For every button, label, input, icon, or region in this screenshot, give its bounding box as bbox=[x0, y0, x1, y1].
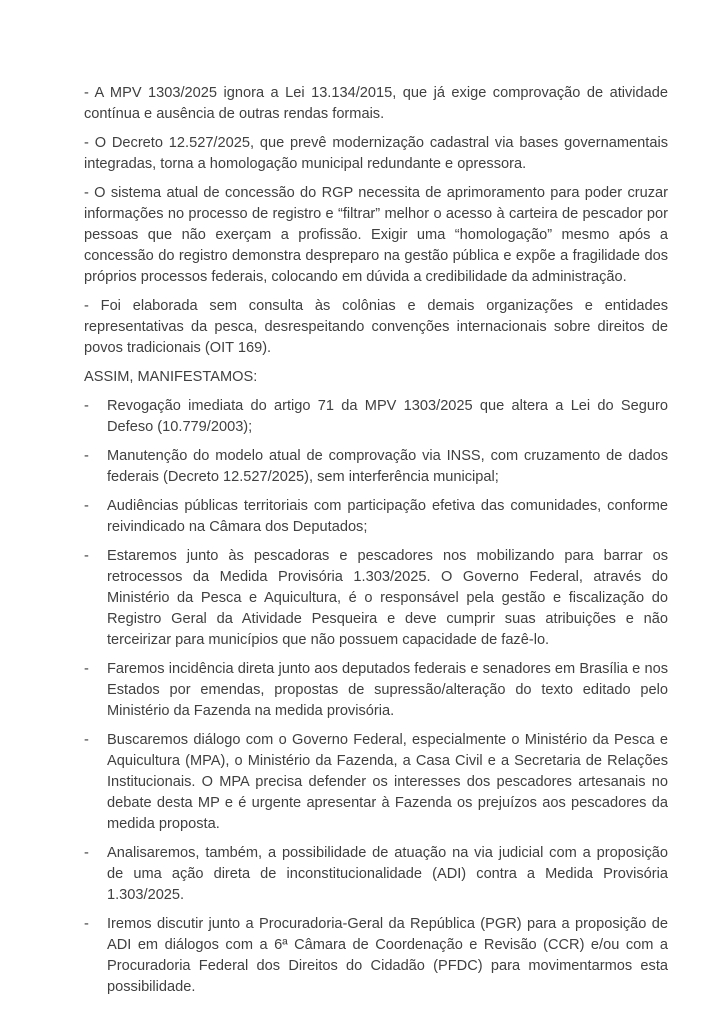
list-item-text: Estaremos junto às pescadoras e pescadores nos mobilizando para barrar os retrocessos da Medida Provisória 1.303/2025. O Governo Federal, através do Ministério da Pesca e Aquicultura, é o responsável pela gestão e fiscalização do Registro Geral da Atividade Pesqueira e deve cumprir suas atribuições e não terceirizar para municípios que não possuem capacidade de fazê-lo. bbox=[107, 548, 668, 648]
list-item-marker: - bbox=[84, 448, 89, 464]
list-item-marker: - bbox=[84, 661, 89, 677]
intro-paragraph: - O Decreto 12.527/2025, que prevê modernização cadastral via bases governamentais integradas, torna a homologação municipal redundante e opressora. bbox=[84, 135, 668, 172]
list-item-marker: - bbox=[84, 732, 89, 748]
list-item-text: Analisaremos, também, a possibilidade de atuação na via judicial com a proposição de uma ação direta de inconstitucionalidade (ADI) contra a Medida Provisória 1.303/2025. bbox=[107, 845, 668, 903]
list-item bbox=[84, 396, 668, 438]
intro-paragraph: - O sistema atual de concessão do RGP necessita de aprimoramento para poder cruzar informações no processo de registro e “filtrar” melhor o acesso à carteira de pescador por pessoas que não exerçam a profissão. Exigir uma “homologação” mesmo após a concessão do registro demonstra despreparo na gestão pública e expõe a fragilidade dos próprios processos federais, colocando em dúvida a credibilidade da administração. bbox=[84, 185, 668, 285]
list-item-text: Iremos discutir junto a Procuradoria-Geral da República (PGR) para a proposição de ADI em diálogos com a 6ª Câmara de Coordenação e Revisão (CCR) e/ou com a Procuradoria Federal dos Direitos do Cidadão (PFDC) para movimentarmos esta possibilidade. bbox=[107, 916, 668, 995]
list-item-marker: - bbox=[84, 498, 89, 514]
list-item-marker: - bbox=[84, 398, 89, 414]
list-item bbox=[84, 843, 668, 906]
list-item bbox=[84, 659, 668, 722]
list-item-text: Manutenção do modelo atual de comprovação via INSS, com cruzamento de dados federais (Decreto 12.527/2025), sem interferência municipal; bbox=[107, 448, 668, 485]
list-item-text: Faremos incidência direta junto aos deputados federais e senadores em Brasília e nos Estados por emendas, propostas de supressão/alteração do texto editado pelo Ministério da Fazenda na medida provisória. bbox=[107, 661, 668, 719]
section-heading: ASSIM, MANIFESTAMOS: bbox=[84, 369, 258, 385]
list-item bbox=[84, 496, 668, 538]
list-item-text: Audiências públicas territoriais com participação efetiva das comunidades, conforme reivindicado na Câmara dos Deputados; bbox=[107, 498, 668, 535]
list-item bbox=[84, 446, 668, 488]
list-item-marker: - bbox=[84, 916, 89, 932]
list-item-text: Buscaremos diálogo com o Governo Federal, especialmente o Ministério da Pesca e Aquicultura (MPA), o Ministério da Fazenda, a Casa Civil e a Secretaria de Relações Institucionais. O MPA precisa defender os interesses dos pescadores artesanais no debate desta MP e é urgente apresentar à Fazenda os prejuízos aos pescadores da medida proposta. bbox=[107, 732, 668, 832]
list-item-text: Revogação imediata do artigo 71 da MPV 1303/2025 que altera a Lei do Seguro Defeso (10.779/2003); bbox=[107, 398, 668, 435]
list-item bbox=[84, 546, 668, 651]
list-item bbox=[84, 914, 668, 998]
intro-paragraph: - A MPV 1303/2025 ignora a Lei 13.134/2015, que já exige comprovação de atividade contínua e ausência de outras rendas formais. bbox=[84, 85, 668, 122]
list-item-marker: - bbox=[84, 845, 89, 861]
list-item bbox=[84, 730, 668, 835]
list-item-marker: - bbox=[84, 548, 89, 564]
intro-paragraph: - Foi elaborada sem consulta às colônias e demais organizações e entidades representativas da pesca, desrespeitando convenções internacionais sobre direitos de povos tradicionais (OIT 169). bbox=[84, 298, 668, 356]
